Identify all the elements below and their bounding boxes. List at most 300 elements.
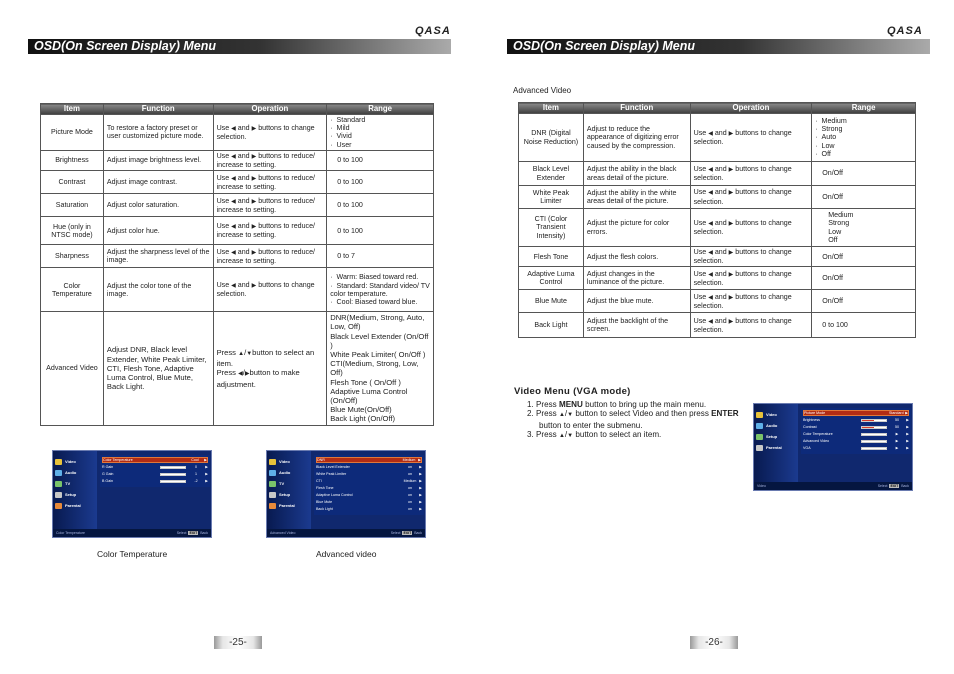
row-item: Brightness [41, 150, 104, 170]
table-row [519, 162, 916, 186]
osd-arrow-icon: ▶ [204, 458, 207, 462]
osd-selected-row [803, 410, 909, 416]
left-arrow-icon: ◀ [708, 220, 713, 227]
osd-row-value: Medium [403, 479, 417, 483]
osd-slider-bar [160, 466, 186, 469]
op-text: and [237, 151, 250, 160]
osd-sidebar-item [55, 457, 76, 466]
osd-selected-row [102, 457, 208, 463]
range-option: · Warm: Biased toward red. [330, 273, 430, 281]
table-row [41, 217, 434, 245]
osd-slider-bar [861, 419, 887, 422]
row-function: Adjust DNR, Black level Extender, White Peak Limiter, CTI, Flesh Tone, Adaptive Luma Control, Blue Mute, Back Light. [103, 312, 213, 425]
row-item: Adaptive Luma Control [519, 267, 584, 290]
op-text: Use [216, 247, 230, 256]
caption-advanced-video: Advanced video [316, 549, 377, 559]
right-arrow-icon: ▶ [728, 294, 734, 301]
osd-sidebar-label: Parental [766, 445, 782, 450]
caption-color-temperature: Color Temperature [97, 549, 168, 559]
range-option: Low [828, 227, 842, 236]
row-item: Flesh Tone [519, 247, 584, 267]
op-text: Use [216, 222, 230, 231]
osd-footer [267, 529, 425, 537]
osd-row-label: Contrast [803, 425, 817, 429]
osd-arrow-icon: ▶ [419, 500, 422, 504]
table-row [519, 247, 916, 267]
osd-sidebar [754, 404, 798, 482]
advanced-video-table [518, 102, 916, 338]
range-option: · Low [815, 142, 912, 150]
op-text: Use [216, 173, 230, 182]
op-text: buttons to change selection. [693, 128, 792, 146]
op-text: buttons to reduce/ increase to setting. [216, 173, 316, 191]
down-arrow-icon: ▼ [567, 432, 574, 439]
osd-arrow-icon: ▶ [906, 439, 909, 443]
osd-sidebar-item [756, 421, 777, 430]
op-text: Use [693, 248, 707, 256]
range-option: · Off [815, 150, 912, 158]
op-text: buttons to change selection. [693, 316, 792, 334]
row-item: Black Level Extender [519, 162, 584, 186]
left-arrow-icon: ◀ [708, 318, 713, 325]
down-arrow-icon: ▼ [567, 412, 574, 419]
op-text: and [237, 247, 250, 256]
left-arrow-icon: ◀ [708, 166, 713, 173]
osd-sidebar-item [55, 468, 76, 477]
row-function: Adjust the color tone of the image. [103, 268, 213, 312]
osd-slider-bar [861, 426, 887, 429]
table-row [519, 313, 916, 338]
row-range: 0 to 7 [327, 245, 434, 268]
range-option: White Peak Limiter( On/Off ) [330, 350, 426, 360]
osd-row-label: Color Temperature [803, 432, 833, 436]
osd-footer-label: Video [757, 484, 766, 488]
row-operation [690, 209, 812, 247]
range-option: Strong [828, 219, 850, 228]
range-option: Medium [828, 211, 854, 220]
op-text: buttons to change selection. [693, 218, 792, 236]
range-option: · User [330, 141, 430, 149]
right-arrow-icon: ▶ [728, 166, 734, 173]
osd-menu-row [803, 417, 909, 423]
osd-arrow-icon: ▶ [419, 479, 422, 483]
osd-slider-bar [160, 473, 186, 476]
op-text: and [714, 316, 727, 325]
right-arrow-icon: ▶ [251, 198, 257, 205]
osd-menu-icon [269, 503, 276, 509]
left-arrow-icon: ◀ [708, 294, 713, 301]
osd-menu-row [102, 464, 208, 470]
vga-steps-list [527, 400, 749, 441]
section-header-bar [507, 39, 930, 54]
col-header-range: Range [812, 103, 916, 114]
osd-sidebar-label: Setup [279, 492, 291, 497]
row-item: Saturation [41, 194, 104, 217]
osd-menu-icon [55, 492, 62, 498]
row-range: On/Off [812, 186, 916, 209]
op-text: Use [693, 269, 707, 278]
row-item: Hue (only in NTSC mode) [41, 217, 104, 245]
right-arrow-icon: ▶ [728, 190, 734, 197]
brand-logo: QASA [887, 25, 923, 37]
osd-selected-row [316, 457, 422, 463]
step-number: 3. [527, 429, 534, 439]
osd-menu-panel [314, 455, 424, 515]
brand-logo: QASA [415, 25, 451, 37]
osd-menu-row [316, 499, 422, 505]
osd-menu-row [316, 464, 422, 470]
osd-menu-row [316, 471, 422, 477]
osd-row-value: ▶ [895, 439, 899, 443]
page-number: -25- [214, 636, 262, 649]
osd-row-label: Picture Mode [804, 411, 826, 415]
right-arrow-icon: ▶ [251, 153, 257, 160]
osd-footer-back: Back [200, 531, 208, 535]
range-option: · Cool: Biased toward blue. [330, 298, 430, 306]
osd-arrow-icon: ▶ [906, 418, 909, 422]
osd-row-label: White Peak Limiter [316, 472, 347, 476]
range-list [330, 116, 430, 149]
op-text: buttons to reduce/ increase to setting. [216, 151, 316, 170]
osd-row-label: B Gain [102, 479, 113, 483]
osd-row-value: on [408, 507, 412, 511]
left-arrow-icon: ◀ [708, 250, 713, 256]
osd-sidebar-label: Video [766, 412, 777, 417]
osd-row-value: on [408, 493, 412, 497]
col-header-function: Function [103, 104, 213, 115]
row-operation [213, 171, 327, 194]
osd-row-value: Cool [191, 458, 199, 462]
page-26 [477, 0, 954, 674]
osd-sidebar-item [55, 490, 76, 499]
op-text: and [714, 269, 727, 278]
table-row [519, 267, 916, 290]
range-option: CTI(Medium, Strong, Low, Off) [330, 359, 419, 378]
op-text: buttons to change selection. [693, 292, 792, 310]
row-operation [690, 186, 812, 209]
osd-arrow-icon: ▶ [419, 472, 422, 476]
op-text: button to make adjustment. [216, 368, 300, 389]
table-row [519, 290, 916, 313]
range-option: · Standard [330, 116, 430, 124]
osd-menu-icon [55, 470, 62, 476]
osd-row-label: Black Level Extender [316, 465, 350, 469]
op-text: and [714, 164, 727, 173]
osd-menu-panel [100, 455, 210, 487]
op-text: and [237, 173, 250, 182]
osd-sidebar-label: Audio [279, 470, 291, 475]
range-option: Off [828, 235, 838, 244]
row-function: Adjust the picture for color errors. [583, 209, 690, 247]
table-row [41, 245, 434, 268]
step-item: 2. Press ▲/▼ button to select Video and then press ENTER button to enter the submenu. [527, 409, 739, 430]
osd-sidebar-item [269, 501, 295, 510]
osd-menu-row [316, 478, 422, 484]
row-range [812, 209, 916, 247]
range-option: DNR(Medium, Strong, Auto, Low, Off) [330, 313, 425, 332]
osd-sidebar-item [269, 457, 290, 466]
up-arrow-icon: ▲ [558, 432, 565, 439]
osd-sidebar-item [55, 479, 70, 488]
right-arrow-icon: ▶ [251, 283, 257, 290]
osd-menu-panel [801, 408, 911, 454]
right-arrow-icon: ▶ [728, 318, 734, 325]
col-header-operation: Operation [213, 104, 327, 115]
row-function: Adjust changes in the luminance of the picture. [583, 267, 690, 290]
osd-sidebar-label: Audio [65, 470, 77, 475]
op-text: Press [216, 368, 236, 378]
row-item: Blue Mute [519, 290, 584, 313]
row-range: 0 to 100 [327, 194, 434, 217]
row-function: Adjust the backlight of the screen. [583, 313, 690, 338]
osd-screenshot-video-vga [753, 403, 913, 491]
row-operation [690, 267, 812, 290]
left-arrow-icon: ◀ [231, 153, 236, 160]
table-row [519, 114, 916, 162]
osd-menu-icon [269, 470, 276, 476]
row-item: Advanced Video [41, 312, 104, 425]
osd-arrow-icon: ▶ [205, 465, 208, 469]
osd-row-label: Advanced Video [803, 439, 830, 443]
left-arrow-icon: ◀ [231, 224, 236, 231]
row-operation [213, 268, 327, 312]
osd-footer-label: Color Temperature [56, 531, 85, 535]
step-item: 3. Press ▲/▼ button to select an item. [527, 429, 662, 439]
range-option: · Vivid [330, 132, 430, 140]
table-header [41, 104, 434, 115]
osd-row-value: Medium [402, 458, 416, 462]
op-text: buttons to change selection. [693, 188, 792, 206]
osd-sidebar-label: TV [279, 481, 285, 486]
left-arrow-icon: ◀ [231, 125, 236, 132]
osd-arrow-icon: ▶ [419, 493, 422, 497]
op-text: and [714, 218, 727, 227]
row-function: To restore a factory preset or user customized picture mode. [103, 115, 213, 151]
left-arrow-icon: ◀ [231, 249, 236, 256]
op-text: buttons to change selection. [693, 164, 792, 182]
range-option: · Strong [815, 125, 912, 133]
osd-slider-bar [160, 480, 186, 483]
osd-slider-bar [861, 433, 887, 436]
osd-sidebar-label: Audio [766, 423, 778, 428]
row-range [327, 312, 434, 425]
col-header-operation: Operation [690, 103, 812, 114]
range-option: · Standard: Standard video/ TV color temperature. [330, 282, 430, 298]
range-option: · Mild [330, 124, 430, 132]
down-arrow-icon: ▼ [246, 351, 253, 358]
op-text: buttons to reduce/ increase to setting. [216, 222, 316, 240]
osd-sidebar [267, 451, 311, 529]
op-text: Use [693, 164, 707, 173]
op-text: Use [693, 128, 707, 137]
row-range: On/Off [812, 162, 916, 186]
op-text: and [237, 196, 250, 205]
osd-menu-icon [269, 459, 276, 465]
row-range: On/Off [812, 290, 916, 313]
op-line: Press ◀/▶button to make adjustment. [216, 368, 300, 389]
op-text: button to select an item. [216, 348, 315, 369]
osd-row-label: Brightness [803, 418, 820, 422]
osd-sidebar-label: Parental [279, 503, 295, 508]
osd-row-label: R Gain [102, 465, 114, 469]
osd-footer-exit: EXIT [403, 531, 412, 535]
osd-arrow-icon: ▶ [418, 458, 421, 462]
osd-footer [53, 529, 211, 537]
osd-sidebar-label: Setup [65, 492, 77, 497]
step-number: 1. [527, 400, 534, 409]
osd-row-value: -2 [194, 479, 198, 483]
row-operation [690, 313, 812, 338]
row-function: Adjust the blue mute. [583, 290, 690, 313]
row-item: Picture Mode [41, 115, 104, 151]
osd-row-value: ▶ [895, 432, 899, 436]
range-option: Flesh Tone ( On/Off ) [330, 377, 401, 387]
osd-screenshot-advanced-video [266, 450, 426, 538]
left-arrow-icon: ◀ [231, 283, 236, 290]
row-operation [690, 290, 812, 313]
col-header-range: Range [327, 104, 434, 115]
osd-menu-row [102, 478, 208, 484]
key-menu: MENU [558, 400, 583, 409]
osd-footer-keys: Select [877, 484, 888, 488]
osd-arrow-icon: ▶ [906, 446, 909, 450]
step-number: 2. [527, 409, 534, 419]
op-text: and [714, 188, 727, 197]
osd-sidebar-label: Parental [65, 503, 81, 508]
step-text: button to select Video and then press [575, 409, 709, 419]
row-range [812, 114, 916, 162]
osd-menu-icon [756, 412, 763, 418]
step-item [527, 400, 749, 409]
osd-arrow-icon: ▶ [205, 479, 208, 483]
op-text: buttons to change selection. [693, 269, 792, 287]
osd-footer-back: Back [901, 484, 909, 488]
osd-arrow-icon: ▶ [419, 486, 422, 490]
op-text: and [714, 128, 727, 137]
op-text: Use [693, 218, 707, 227]
osd-footer-label: Advanced Video [270, 531, 296, 535]
range-list [815, 117, 912, 158]
row-item: Sharpness [41, 245, 104, 268]
osd-row-value: on [408, 486, 412, 490]
section-header-bar [28, 39, 451, 54]
op-text: buttons to reduce/ increase to setting. [216, 196, 316, 214]
step-text: Press [536, 409, 557, 419]
osd-sidebar-item [756, 410, 777, 419]
left-arrow-icon: ◀ [231, 198, 236, 205]
osd-sidebar-item [269, 479, 284, 488]
row-function: Adjust color hue. [103, 217, 213, 245]
op-text: and [237, 281, 250, 290]
row-range: On/Off [812, 247, 916, 267]
osd-row-label: G Gain [102, 472, 114, 476]
left-arrow-icon: ◀ [708, 190, 713, 197]
osd-menu-icon [269, 481, 276, 487]
osd-sidebar-label: Setup [766, 434, 778, 439]
op-text: buttons to change selection. [216, 123, 315, 141]
osd-row-value: ▶ [895, 446, 899, 450]
op-text: Use [693, 292, 707, 301]
row-item: White Peak Limiter [519, 186, 584, 209]
op-text: Use [216, 281, 230, 290]
osd-menu-icon [756, 434, 763, 440]
osd-sidebar-label: TV [65, 481, 71, 486]
osd-menu-icon [756, 445, 763, 451]
range-option: Back Light (On/Off) [330, 414, 396, 424]
osd-arrow-icon: ▶ [905, 411, 908, 415]
row-operation [213, 245, 327, 268]
osd-screenshot-color-temperature [52, 450, 212, 538]
osd-sidebar-item [55, 501, 81, 510]
table-row [41, 268, 434, 312]
osd-menu-icon [756, 423, 763, 429]
row-function: Adjust color saturation. [103, 194, 213, 217]
right-arrow-icon: ▶ [728, 250, 734, 256]
range-option: Black Level Extender (On/Off ) [330, 331, 429, 350]
left-arrow-icon: ◀ [231, 175, 236, 182]
osd-arrow-icon: ▶ [906, 425, 909, 429]
osd-slider-bar [861, 440, 887, 443]
col-header-item: Item [41, 104, 104, 115]
osd-menu-row [803, 424, 909, 430]
table-row [519, 209, 916, 247]
osd-sidebar-item [269, 490, 290, 499]
range-option: · Medium [815, 117, 912, 125]
row-item: CTI (Color Transient Intensity) [519, 209, 584, 247]
osd-arrow-icon: ▶ [906, 432, 909, 436]
osd-footer [754, 482, 912, 490]
row-operation [213, 312, 327, 425]
up-arrow-icon: ▲ [558, 412, 565, 419]
osd-row-label: Back Light [316, 507, 333, 511]
row-operation [213, 150, 327, 170]
row-item: Back Light [519, 313, 584, 338]
col-header-item: Item [519, 103, 584, 114]
row-function: Adjust the flesh colors. [583, 247, 690, 267]
range-option: Blue Mute(On/Off) [330, 405, 392, 415]
osd-arrow-icon: ▶ [205, 472, 208, 476]
op-text: and [714, 292, 727, 301]
table-row-advanced-video [41, 312, 434, 425]
row-operation [690, 247, 812, 267]
step-text: button to select an item. [575, 429, 662, 439]
osd-menu-row [316, 485, 422, 491]
osd-sidebar-item [756, 443, 782, 452]
page-number: -26- [690, 636, 738, 649]
osd-footer-keys: Select [390, 531, 401, 535]
right-arrow-icon: ▶ [728, 130, 734, 137]
op-text: and [714, 248, 727, 256]
osd-row-label: Blue Mute [316, 500, 333, 504]
range-option: · Auto [815, 133, 912, 141]
row-item: Color Temperature [41, 268, 104, 312]
osd-row-value: on [408, 500, 412, 504]
row-function: Adjust to reduce the appearance of digitizing error caused by the compression. [583, 114, 690, 162]
op-text: and [237, 222, 250, 231]
table-row [41, 115, 434, 151]
right-arrow-icon: ▶ [728, 220, 734, 227]
right-arrow-icon: ▶ [251, 125, 257, 132]
osd-menu-icon [55, 481, 62, 487]
row-item: DNR (Digital Noise Reduction) [519, 114, 584, 162]
section-title: OSD(On Screen Display) Menu [34, 39, 216, 53]
osd-menu-icon [55, 459, 62, 465]
table-row [41, 194, 434, 217]
range-list [330, 273, 430, 306]
osd-sidebar-label: Video [279, 459, 290, 464]
osd-menu-row [803, 431, 909, 437]
section-title: OSD(On Screen Display) Menu [513, 39, 695, 53]
